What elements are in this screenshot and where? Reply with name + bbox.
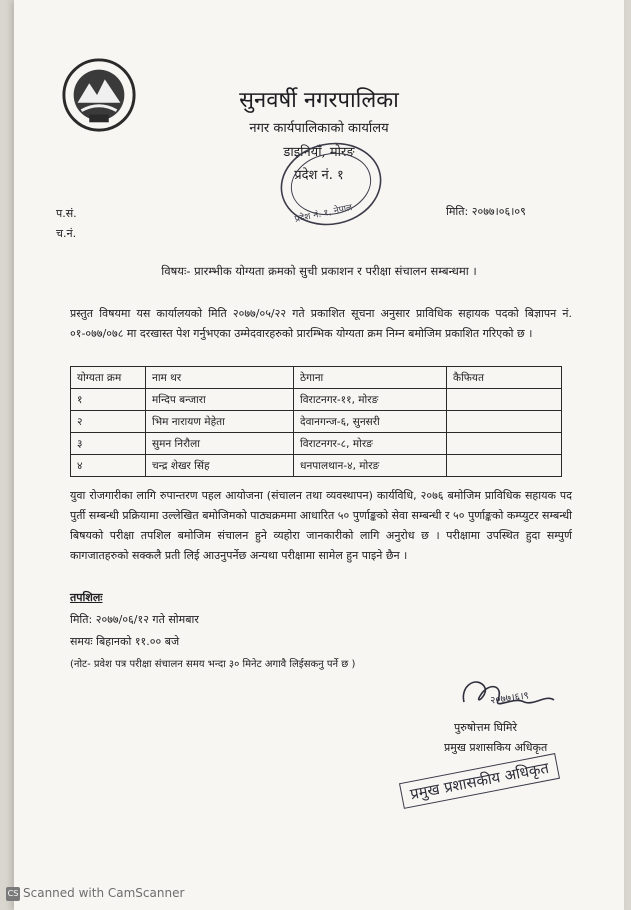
cell-remarks — [447, 389, 562, 411]
signatory-title: प्रमुख प्रशासकिय अधिकृत — [444, 741, 548, 754]
table-row — [71, 389, 562, 411]
cell-remarks — [447, 455, 562, 477]
table-row — [71, 455, 562, 477]
table-row — [71, 433, 562, 455]
body-paragraph: युवा रोजगारीका लागि रुपान्तरण पहल आयोजना (संचालन तथा व्यवस्थापन) कार्यविधि, २०७६ बमोजिम प्राविधिक सहायक पद पुर्ती सम्बन्धी प्रक्रियामा उल्लेखित बमोजिमको पाठ्यक्रममा आधारित ५० पुर्णाङ्कको सेवा सम्बन्धी र ५० पुर्णाङ्कको कम्प्युटर सम्बन्धी बिषयको परीक्षा तपशिल बमोजिम संचालन हुने व्यहोरा जानकारीको लागि अनुरोध छ । परीक्षामा उपस्थित हुदा सम्पुर्ण कागजातहरुको सक्कलै प्रती लिई आउनुपर्नेछ अन्यथा परीक्षामा सामेल हुन पाइने छैन । — [70, 489, 572, 562]
exam-note: (नोट- प्रवेश पत्र परीक्षा संचालन समय भन्दा ३० मिनेट अगावै लिईसकनु पर्ने छ ) — [70, 659, 356, 670]
office-province: प्रदेश नं. १ — [294, 168, 344, 183]
cell-rank: २ — [71, 411, 146, 433]
exam-time: समयः बिहानको ११.०० बजे — [70, 635, 180, 648]
candidate-table — [70, 366, 562, 477]
schedule-heading: तपशिलः — [70, 591, 103, 604]
col-name: नाम थर — [146, 367, 294, 389]
cell-address: धनपालथान-४, मोरङ — [294, 455, 447, 477]
designation-stamp: प्रमुख प्रशासकीय अधिकृत — [399, 753, 560, 809]
camscanner-icon: CS — [6, 887, 20, 901]
cell-rank: ३ — [71, 433, 146, 455]
letter-date: मिति: २०७७।०६।०९ — [446, 205, 526, 218]
cell-remarks — [447, 411, 562, 433]
office-title: सुनवर्षी नगरपालिका — [239, 88, 399, 113]
scanner-watermark — [6, 886, 184, 901]
intro-paragraph: प्रस्तुत विषयमा यस कार्यालयको मिति २०७७/०५/२२ गते प्रकाशित सूचना अनुसार प्राविधिक सहायक पदको बिज्ञापन नं. ०१-०७७/०७८ मा दरखास्त पेश गर्नुभएका उम्मेदवारहरुको प्रारम्भिक योग्यता क्रम निम्न बमोजिम प्रकाशित गरिएको छ । — [70, 307, 572, 340]
letter-subject: विषयः- प्रारम्भीक योग्यता क्रमको सुची प्रकाशन र परीक्षा संचालन सम्बन्धमा । — [161, 264, 477, 278]
col-rank: योग्यता क्रम — [71, 367, 146, 389]
cell-remarks — [447, 433, 562, 455]
cell-name: चन्द्र शेखर सिंह — [146, 455, 294, 477]
stamp-text: प्रदेश नं. १, नेपाल — [293, 202, 354, 225]
cell-name: भिम नारायण मेहेता — [146, 411, 294, 433]
col-address: ठेगाना — [294, 367, 447, 389]
cell-address: देवानगन्ज-६, सुनसरी — [294, 411, 447, 433]
office-address: डाइनियाँ, मोरङ — [283, 145, 355, 160]
cell-address: विराटनगर-११, मोरङ — [294, 389, 447, 411]
office-subtitle: नगर कार्यपालिकाको कार्यालय — [249, 121, 389, 136]
col-remarks: कैफियत — [447, 367, 562, 389]
cell-address: विराटनगर-८, मोरङ — [294, 433, 447, 455]
signatory-name: पुरुषोत्तम घिमिरे — [454, 721, 517, 734]
table-header-row — [71, 367, 562, 389]
document-page — [14, 0, 624, 910]
exam-date: मिति: २०७७/०६/१२ गते सोमबार — [70, 613, 199, 626]
patra-sankhya: प.सं. — [56, 207, 77, 220]
cell-rank: ४ — [71, 455, 146, 477]
chalani-number: च.नं. — [56, 227, 77, 240]
cell-name: सुमन निरौला — [146, 433, 294, 455]
table-row — [71, 411, 562, 433]
cell-name: मन्दिप बन्जारा — [146, 389, 294, 411]
signature-date: २०७७।६।९ — [489, 690, 530, 707]
cell-rank: १ — [71, 389, 146, 411]
watermark-text: Scanned with CamScanner — [23, 886, 185, 900]
